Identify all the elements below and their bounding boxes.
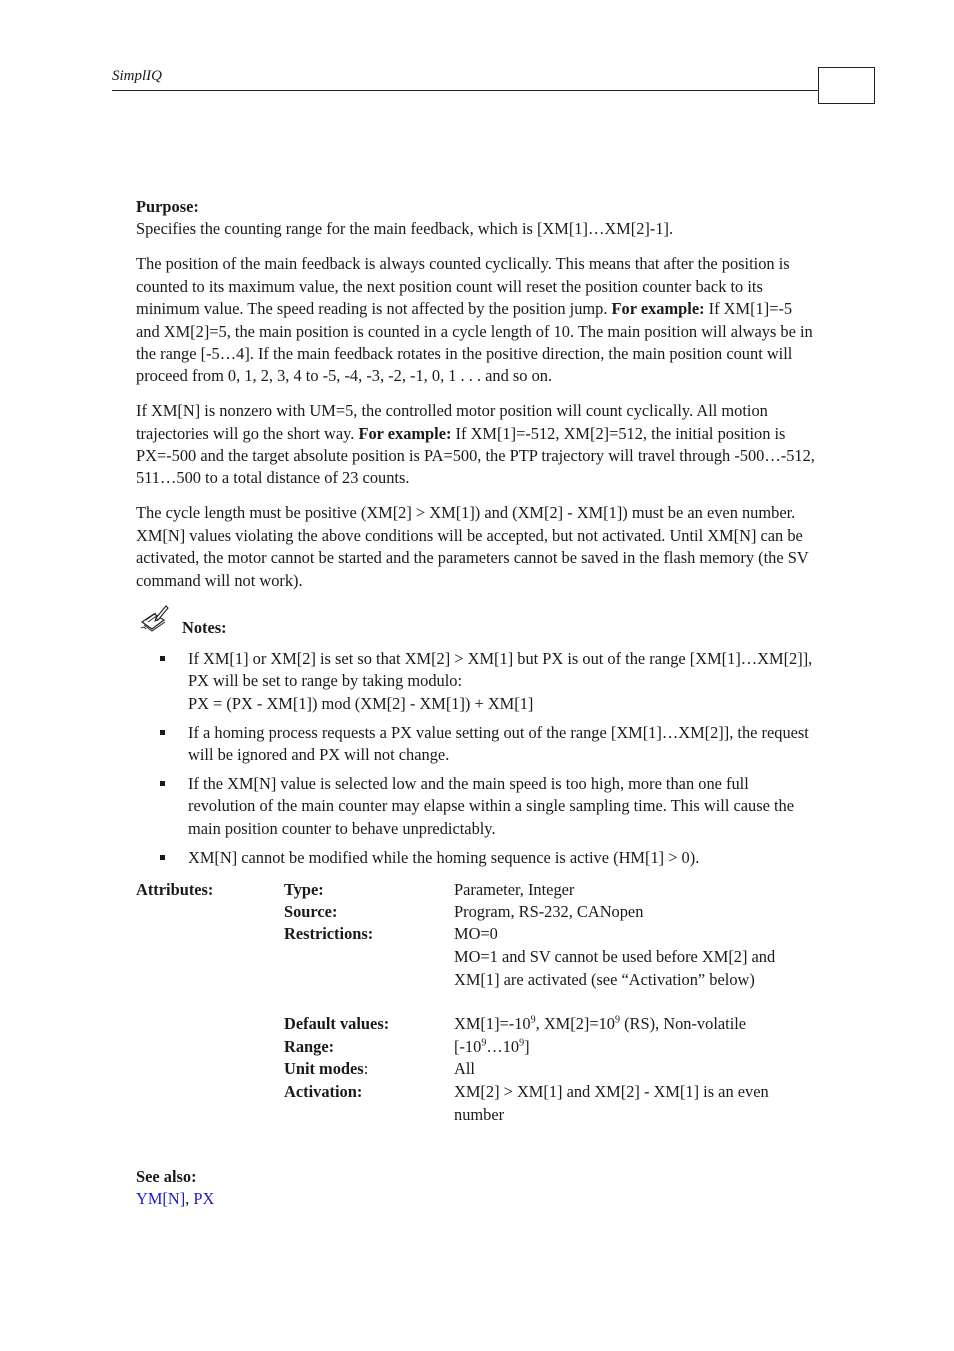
exponent: 9 xyxy=(519,1037,525,1049)
attr-key: Default values: xyxy=(284,1014,390,1034)
header-title: SimplIQ xyxy=(112,68,162,84)
attr-value: XM[2] > XM[1] and XM[2] - XM[1] is an even number xyxy=(454,1082,769,1124)
exponent: 9 xyxy=(614,1014,620,1026)
range-part: …10 xyxy=(486,1037,520,1057)
page-number-box xyxy=(818,67,875,104)
attr-value xyxy=(454,1036,814,1058)
note-text: If XM[1] or XM[2] is set so that XM[2] > XM[1] but PX is out of the range [XM[1]…XM[2]], PX will be set to range by taking modulo: xyxy=(188,649,813,691)
exponent: 9 xyxy=(481,1037,487,1049)
exponent: 9 xyxy=(530,1014,536,1026)
default-part: , XM[2]=10 xyxy=(535,1014,615,1034)
purpose-label: Purpose: xyxy=(136,197,199,216)
notes-label: Notes: xyxy=(182,618,227,637)
attr-key xyxy=(284,1058,368,1080)
attr-key: Source: xyxy=(284,902,338,922)
attr-value xyxy=(454,1013,814,1035)
attr-key: Type: xyxy=(284,880,324,900)
unit-modes-key: Unit modes xyxy=(284,1059,364,1079)
see-also-section xyxy=(136,1166,214,1211)
attributes-table xyxy=(136,879,818,1139)
list-item xyxy=(136,648,818,715)
para2-text-a: If XM[N] is nonzero with UM=5, the controlled motor position will count cyclically. All motion trajectories will go the short way. xyxy=(136,401,768,443)
para2-text-c: If XM[1]=-512, XM[2]=512, the initial position is PX=-500 and the target absolute position is PA=500, the PTP trajectory will travel through -500…-512, 511…500 to a total distance of 23 counts. xyxy=(136,423,815,488)
purpose-section xyxy=(136,196,818,241)
para1-text-a: The position of the main feedback is always counted cyclically. This means that after the position is counted to its maximum value, the next position count will reset the position counter back to its minimum value. The speed reading is not affected by the position jump. xyxy=(136,254,790,319)
paragraph-cyclic-count xyxy=(136,253,818,387)
notes-header xyxy=(136,608,818,644)
bullet-icon xyxy=(160,656,165,661)
list-item xyxy=(136,773,818,840)
para1-example-label: For example: xyxy=(611,299,705,319)
notes-list xyxy=(136,648,818,869)
default-part: (RS), Non-volatile xyxy=(619,1014,747,1034)
note-text: If the XM[N] value is selected low and the main speed is too high, more than one full revolution of the main counter may elapse within a single sampling time. This will cause the main position counter to behave unpredictably. xyxy=(188,774,795,838)
list-item xyxy=(136,847,818,869)
notepad-pen-icon xyxy=(138,604,170,634)
range-part: ] xyxy=(524,1037,530,1057)
para1-text-c: If XM[1]=-5 and XM[2]=5, the main position is counted in a cycle length of 10. The main position will always be in the range [-5…4]. If the main feedback rotates in the positive direction, the main position count will proceed from 0, 1, 2, 3, 4 to -5, -4, -3, -2, -1, 0, 1 . . . and so on. xyxy=(136,299,813,386)
unit-modes-colon: : xyxy=(363,1059,369,1079)
main-content xyxy=(136,196,818,1139)
note-text: If a homing process requests a PX value setting out of the range [XM[1]…XM[2]], the request will be ignored and PX will not change. xyxy=(188,722,809,765)
attr-value: MO=1 and SV cannot be used before XM[2] and XM[1] are activated (see “Activation” below) xyxy=(454,947,776,989)
paragraph-um5 xyxy=(136,400,818,490)
link-px[interactable]: PX xyxy=(193,1189,215,1209)
link-separator: , xyxy=(185,1189,194,1209)
default-part: XM[1]=-10 xyxy=(454,1014,531,1034)
attr-key: Activation: xyxy=(284,1082,363,1102)
link-ym[interactable]: YM[N] xyxy=(136,1189,186,1209)
attr-value: All xyxy=(454,1059,475,1079)
list-item xyxy=(136,722,818,767)
see-also-label: See also: xyxy=(136,1167,197,1186)
range-part: [-10 xyxy=(454,1037,482,1057)
note-text: XM[N] cannot be modified while the homing sequence is active (HM[1] > 0). xyxy=(188,847,700,867)
note-formula: PX = (PX - XM[1]) mod (XM[2] - XM[1]) + XM[1] xyxy=(188,693,534,713)
attributes-label: Attributes: xyxy=(136,880,214,900)
attr-value: MO=0 xyxy=(454,924,498,944)
attr-key: Restrictions: xyxy=(284,924,374,944)
attr-value: Program, RS-232, CANopen xyxy=(454,902,644,922)
attr-value: Parameter, Integer xyxy=(454,880,575,900)
bullet-icon xyxy=(160,730,165,735)
bullet-icon xyxy=(160,855,165,860)
bullet-icon xyxy=(160,781,165,786)
header-rule xyxy=(112,90,818,91)
para2-example-label: For example: xyxy=(358,423,452,443)
attr-key: Range: xyxy=(284,1037,335,1057)
paragraph-cycle-length: The cycle length must be positive (XM[2] > XM[1]) and (XM[2] - XM[1]) must be an even number. XM[N] values violating the above conditions will be accepted, but not activated. Until XM[N] can be activated, the motor cannot be started and the parameters cannot be saved in the flash memory (the SV command will not work). xyxy=(136,503,809,590)
purpose-text: Specifies the counting range for the main feedback, which is [XM[1]…XM[2]-1]. xyxy=(136,219,674,239)
